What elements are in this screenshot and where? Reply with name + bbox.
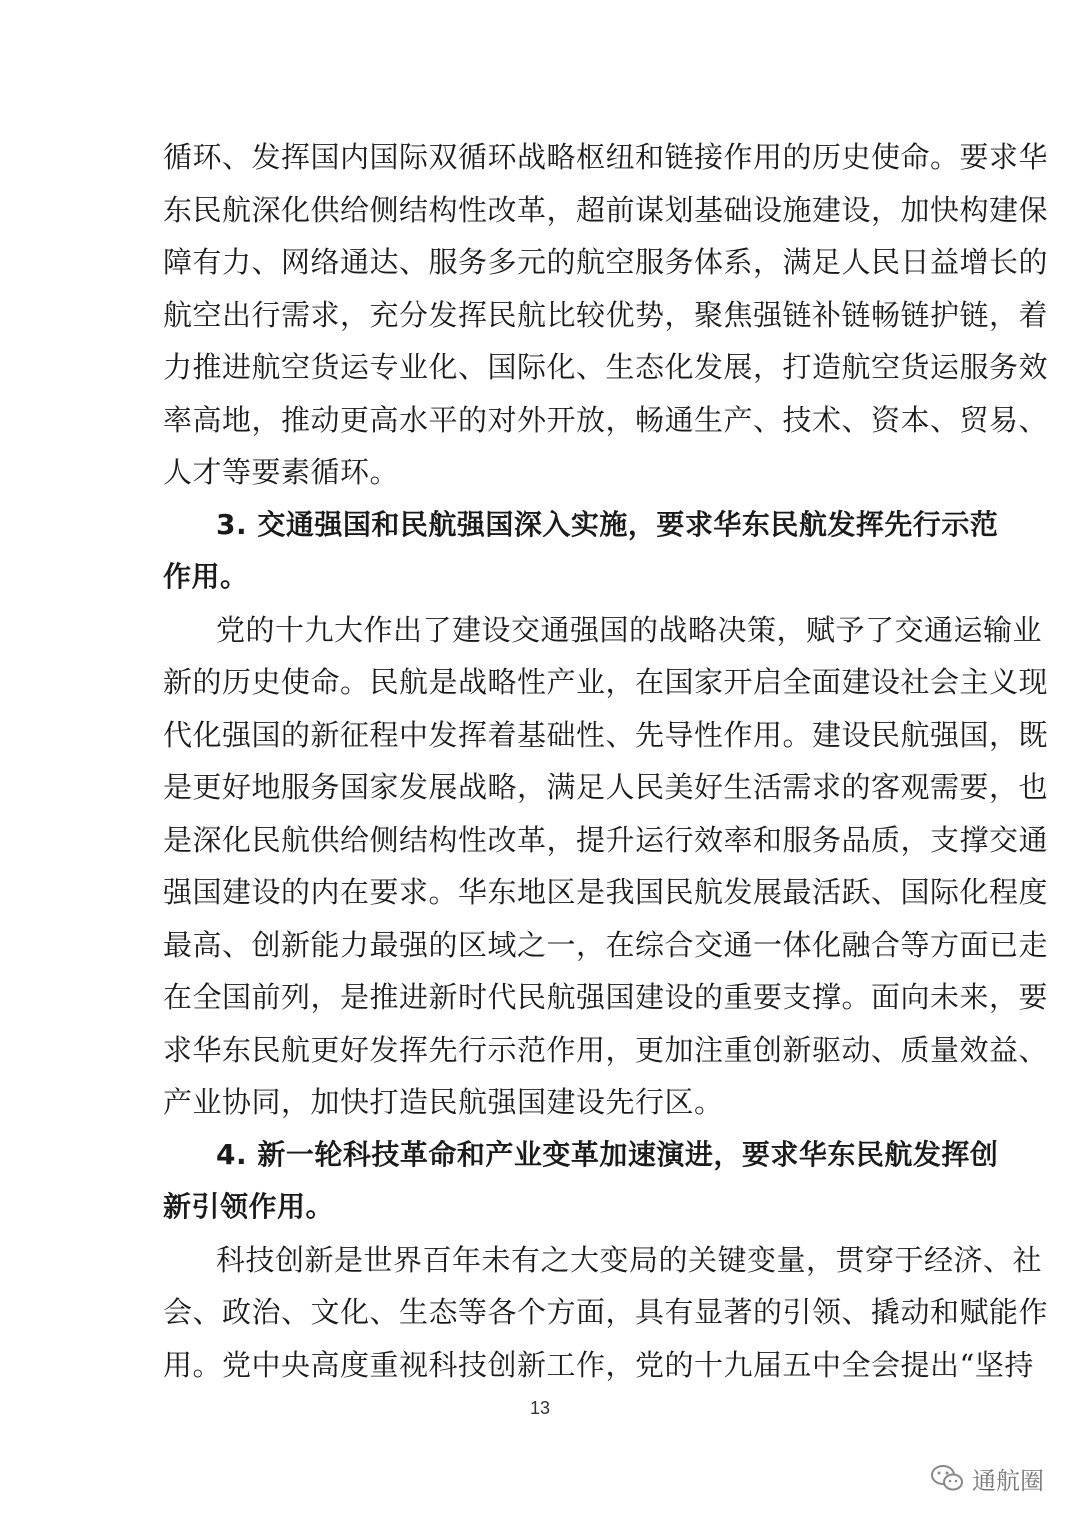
paragraph-line: 求华东民航更好发挥先行示范作用，更加注重创新驱动、质量效益、	[163, 1033, 1049, 1067]
paragraph-line: 障有力、网络通达、服务多元的航空服务体系，满足人民日益增长的	[163, 245, 1049, 279]
paragraph-line: 东民航深化供给侧结构性改革，超前谋划基础设施建设，加快构建保	[163, 193, 1049, 227]
paragraph-line: 循环、发挥国内国际双循环战略枢纽和链接作用的历史使命。要求华	[163, 140, 1049, 174]
paragraph-line: 人才等要素循环。	[163, 455, 400, 489]
watermark-text: 通航圈	[972, 1466, 1044, 1495]
section-heading-4-cont: 新引领作用。	[163, 1190, 335, 1223]
paragraph-line: 是更好地服务国家发展战略，满足人民美好生活需求的客观需要，也	[163, 770, 1049, 804]
paragraph-line: 党的十九大作出了建设交通强国的战略决策，赋予了交通运输业	[216, 613, 1043, 647]
paragraph-line: 是深化民航供给侧结构性改革，提升运行效率和服务品质，支撑交通	[163, 823, 1049, 857]
section-heading-3-cont: 作用。	[163, 560, 249, 593]
paragraph-line: 用。党中央高度重视科技创新工作，党的十九届五中全会提出“坚持	[163, 1348, 1034, 1382]
paragraph-line: 强国建设的内在要求。华东地区是我国民航发展最活跃、国际化程度	[163, 875, 1049, 909]
watermark	[930, 1460, 1044, 1496]
section-heading-4: 4. 新一轮科技革命和产业变革加速演进，要求华东民航发挥创	[216, 1138, 999, 1171]
wechat-icon	[930, 1464, 964, 1492]
page-number: 13	[529, 1398, 551, 1418]
paragraph-line: 新的历史使命。民航是战略性产业，在国家开启全面建设社会主义现	[163, 665, 1049, 699]
paragraph-line: 率高地，推动更高水平的对外开放，畅通生产、技术、资本、贸易、	[163, 403, 1049, 437]
paragraph-line: 最高、创新能力最强的区域之一，在综合交通一体化融合等方面已走	[163, 928, 1049, 962]
paragraph-line: 力推进航空货运专业化、国际化、生态化发展，打造航空货运服务效	[163, 350, 1049, 384]
paragraph-line: 产业协同，加快打造民航强国建设先行区。	[163, 1085, 724, 1119]
paragraph-line: 代化强国的新征程中发挥着基础性、先导性作用。建设民航强国，既	[163, 718, 1049, 752]
paragraph-line: 航空出行需求，充分发挥民航比较优势，聚焦强链补链畅链护链，着	[163, 298, 1049, 332]
paragraph-line: 会、政治、文化、生态等各个方面，具有显著的引领、撬动和赋能作	[163, 1295, 1049, 1329]
section-heading-3: 3. 交通强国和民航强国深入实施，要求华东民航发挥先行示范	[216, 508, 999, 541]
paragraph-line: 在全国前列，是推进新时代民航强国建设的重要支撑。面向未来，要	[163, 980, 1049, 1014]
paragraph-line: 科技创新是世界百年未有之大变局的关键变量，贯穿于经济、社	[216, 1243, 1043, 1277]
